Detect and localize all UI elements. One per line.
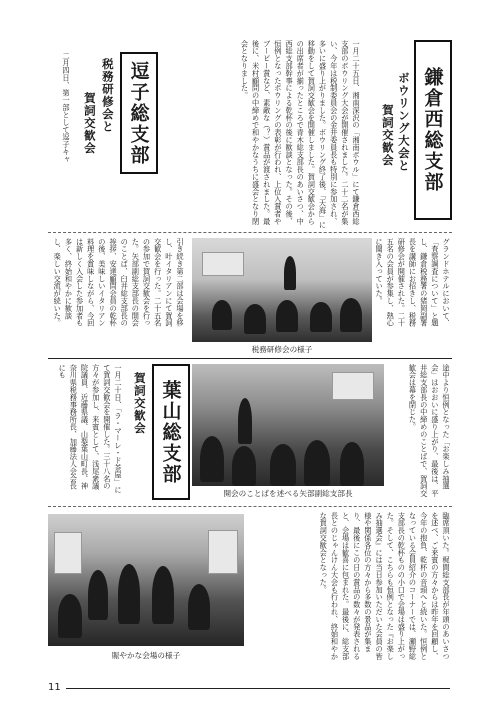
zushi-heading: 逗子総支部 (127, 60, 150, 166)
zushi-subtitle-1: 税務研修会と (100, 58, 115, 133)
section-divider-bottom (48, 506, 452, 507)
section-divider-top (48, 232, 452, 233)
footer-rule (66, 688, 450, 689)
party-photo (48, 514, 244, 646)
party-caption: 賑やかな会場の様子 (111, 651, 181, 660)
kamakura-body-b: グランドホテルにおいて、「査察調査について」と題し、鎌倉税務署の猪岡副署長を講師にお招きし、税務研修会が開催された。二十五名の会員が参集し、熱心に聞き入っていた。 (375, 238, 451, 327)
seminar-photo (192, 238, 372, 342)
zushi-body-b: 引き続き第二部は会場を移し、叶イタリアンにて賀詞交歓会を行った。二十五名の参加で賀詞交歓会を行った。矢部副総支部長の開会のことば、臼井総支部長の挨拶、安達顧問会員の乾杯の後、美味しいイタリアン料理を賞味しながら、今回は新しく入会した参加者も多く、終始和やかに歓談し、楽しい交流が続いた。 (53, 238, 185, 327)
kamakura-subtitle-2: 賀詞交歓会 (380, 104, 395, 167)
hayama-heading-box (152, 364, 190, 500)
page-number: 11 (48, 682, 61, 693)
opening-photo (192, 364, 384, 486)
seminar-caption: 税務研修会の様子 (251, 345, 313, 354)
zushi-heading-box (120, 52, 158, 174)
hayama-body-b: 途中より恒例となった「お楽しみ抽選会」はおおいに盛り上がり、最後は、平井総支部長の中締めのことばで、賀詞交歓会は幕を閉じた。 (408, 364, 451, 498)
section-divider-mid (48, 358, 452, 359)
kamakura-heading-box (414, 40, 452, 220)
kamakura-subtitle-1: ボウリング大会と (396, 72, 411, 172)
hayama-subtitle: 賀詞交歓会 (132, 372, 147, 435)
hayama-heading: 葉山総支部 (159, 379, 182, 485)
opening-caption: 開会のことばを述べる矢部副総支部長 (223, 489, 353, 498)
zushi-body: 二月四日、第一部として逗子キャ (62, 52, 71, 163)
kamakura-heading: 鎌倉西総支部 (421, 67, 444, 193)
zushi-subtitle-2: 賀詞交歓会 (82, 92, 97, 155)
hayama-body-c: 臨席頂いた。梶間総支部長が年頭のあいさつを述べ、ご来賓の方々からは昨年を回顧し、今年の抱負、乾杯の音頭へと続いた。恒例となっている会員紹介のコーナーでは、瀬野総支部長の乾杯ものの小口で会場は盛り上がった。そして、こちらも恒例となった『お楽しみ抽選会』には当日参加いただいた会員の皆様や関係各位の方々から多数の景品が集まり、最後にこの日の賞品の数々が発表されると、会場は歓喜に包まれた。最後に、総支部長とのじゃんけん大会も行われ、終始和やかな賀詞交歓会となった。 (319, 512, 451, 660)
kamakura-body: 一月二十五日、湘南深沢の「湘南ボウル」にて鎌倉西総支部のボウリング大会が開催されました。二十二名が集い、今年は税制委員会の金井委員長も特別に参加され、多いに盛り上がりました。ボウリング終了後、「天海」に移動をして賀詞交歓会を開催しました。賀詞交歓会からの出席者が揃ったところで青木総支部長のあいさつ、中西総支部幹事による乾杯の後に歓談となった。その後、恒例となったボウリングの表彰が行われ、上位入賞者やブービー賞など、素敵な（？）賞品が渡されました。最後に、米村顧問の中締めで和やかなうちに盛会となり閉会となりました。 (240, 40, 361, 229)
hayama-body: 一月二十日、「ラ・マーレ・ド茶屋」にて賀詞交歓会を開催した。三十八名の方々が参加し、来賓として、浅尾衆議院議員、近藤県議、山梨葉山町長、神奈川県税務事務所長、加藤法人会会長にも (58, 364, 123, 494)
